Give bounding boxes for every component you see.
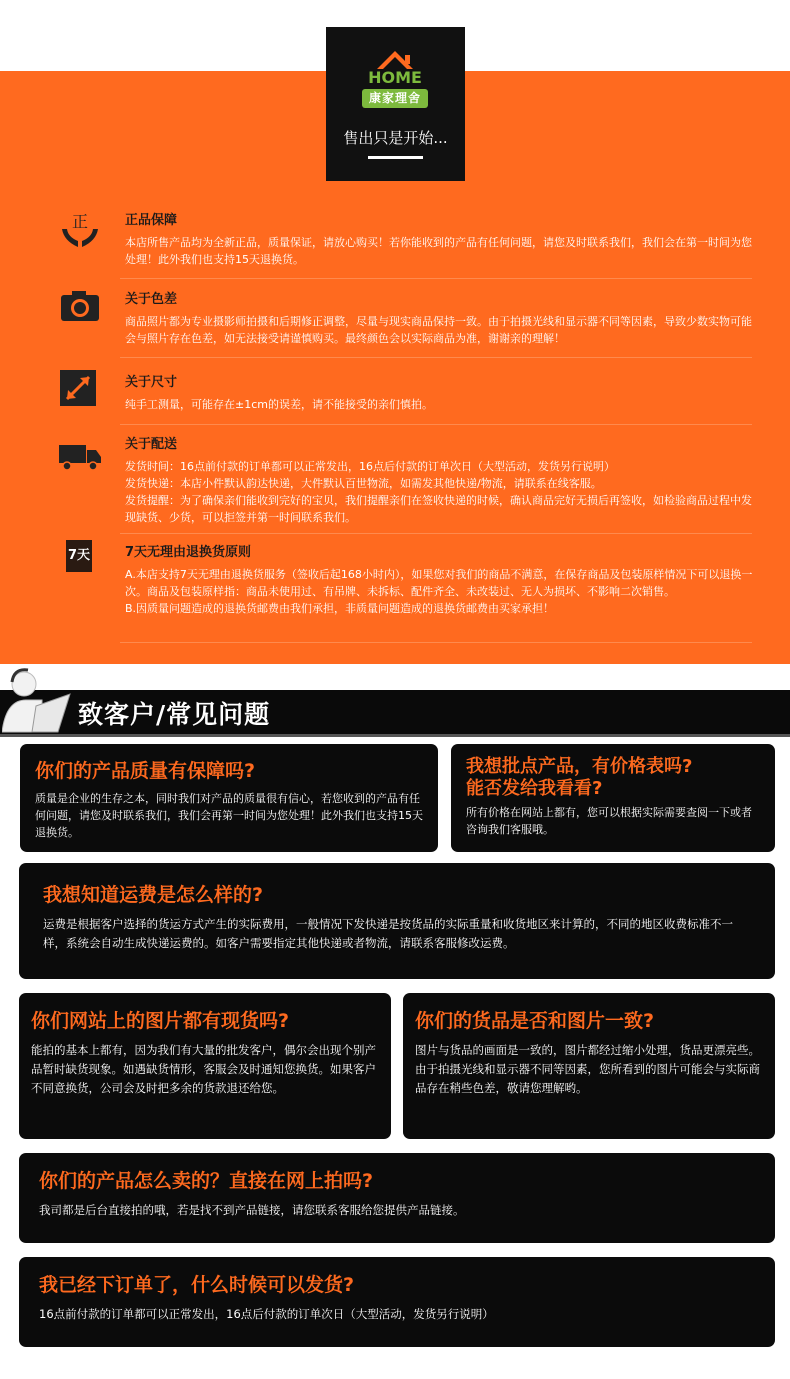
policy-title: 7天无理由退换货原则 [125,545,252,560]
faq-answer: 我司都是后台直接拍的哦，若是找不到产品链接，请您联系客服给您提供产品链接。 [39,1203,465,1217]
divider [120,642,752,643]
faq-bar-stripe [0,734,790,737]
faq-answer: 质量是企业的生存之本，同时我们对产品的质量很有信心，若您收到的产品有任何问题，请您及时联系我们，我们会再第一时间为您处理！此外我们也支持15天退换货。 [35,792,423,839]
logo-brand-cn: 康家理舍 [362,89,428,108]
faq-card-shipping-fee [19,863,775,979]
divider [120,533,752,534]
faq-heading-bar [0,690,790,734]
policy-return [125,545,753,617]
policy-text-courier: 发货快递：本店小件默认韵达快递，大件默认百世物流，如需发其他快递/物流，请联系在线客服。 [125,477,602,490]
seven-day-badge: 7天 [64,538,94,574]
policy-text: 本店所售产品均为全新正品，质量保证，请放心购买！若你能收到的产品有任何问题，请您及时联系我们，我们会在第一时间为您处理！此外我们也支持15天退换货。 [125,236,752,266]
faq-question: 你们的货品是否和图片一致? [415,1010,655,1032]
policy-text: 纯手工测量，可能存在±1cm的误差，请不能接受的亲们慎拍。 [125,398,433,411]
faq-question: 我想批点产品，有价格表吗? [466,756,693,777]
faq-card-quality [20,744,438,852]
faq-card-ship-time [19,1257,775,1347]
logo-tagline: 售出只是开始... [343,129,448,147]
faq-answer: 16点前付款的订单都可以正常发出，16点后付款的订单次日（大型活动，发货另行说明） [39,1307,494,1321]
logo-brand-en: HOME [368,68,422,87]
faq-heading: 致客户/常见问题 [78,700,271,729]
faq-question: 你们网站上的图片都有现货吗? [31,1010,290,1032]
policy-color [125,292,753,347]
policy-delivery [125,437,753,526]
brand-logo-box [326,27,465,181]
faq-card-pricelist [451,744,775,852]
faq-answer: 运费是根据客户选择的货运方式产生的实际费用，一般情况下发快递是按货品的实际重量和收货地区来计算的，不同的地区收费标准不一样，系统会自动生成快递运费的。如客户需要指定其他快递或者物流，请联系客服修改运费。 [43,917,733,950]
policy-title: 关于配送 [125,437,178,452]
seven-day-return-icon [58,538,102,582]
faq-question-line2: 能否发给我看看? [466,778,603,799]
faq-card-picture-match [403,993,775,1139]
divider [120,424,752,425]
faq-answer: 图片与货品的画面是一致的，图片都经过缩小处理，货品更漂亮些。由于拍摄光线和显示器不同等因素，您所看到的图片可能会与实际商品存在稍些色差，敬请您理解哟。 [415,1043,760,1095]
faq-answer: 所有价格在网站上都有，您可以根据实际需要查阅一下或者咨询我们客服哦。 [466,806,752,836]
delivery-truck-icon [58,433,102,477]
svg-text:正: 正 [71,212,89,231]
policy-title: 正品保障 [125,213,178,228]
policy-title: 关于色差 [125,292,178,307]
policy-text: 商品照片都为专业摄影师拍摄和后期修正调整，尽量与现实商品保持一致。由于拍摄光线和显示器不同等因素，导致少数实物可能会与照片存在色差，如无法接受请谨慎购买。最终颜色会以实际商品为准，谢谢亲的理解！ [125,315,752,345]
divider [120,278,752,279]
genuine-hands-icon [58,207,102,251]
faq-card-stock [19,993,391,1139]
logo-underline [368,156,423,159]
policy-title: 关于尺寸 [125,375,178,390]
policy-text-reminder: 发货提醒：为了确保亲们能收到完好的宝贝，我们提醒亲们在签收快递的时候，确认商品完好无损后再签收，如检验商品过程中发现缺货、少货，可以拒签并第一时间联系我们。 [125,494,752,524]
policy-text-b: B.因质量问题造成的退换货邮费由我们承担，非质量问题造成的退换货邮费由买家承担！ [125,602,555,615]
divider [120,357,752,358]
faq-answer: 能拍的基本上都有，因为我们有大量的批发客户，偶尔会出现个别产品暂时缺货现象。如遇缺货情形，客服会及时通知您换货。如果客户不同意换货，公司会及时把多余的货款退还给您。 [31,1043,376,1095]
camera-icon [58,285,102,329]
policy-size [125,375,753,413]
faq-card-how-to-buy [19,1153,775,1243]
policy-text-a: A.本店支持7天无理由退换货服务（签收后起168小时内），如果您对我们的商品不满意，在保存商品及包装原样情况下可以退换一次。商品及包装原样指：商品未使用过、有吊牌、未拆标、配件齐全、未改装过、无人为损坏、不影响二次销售。 [125,568,753,598]
faq-question: 你们的产品质量有保障吗? [35,760,256,782]
faq-question: 你们的产品怎么卖的？直接在网上拍吗? [39,1170,374,1192]
faq-question: 我已经下订单了，什么时候可以发货? [39,1274,355,1296]
policy-genuine [125,213,753,268]
faq-question: 我想知道运费是怎么样的? [43,884,264,906]
customer-service-avatar-icon [2,666,74,738]
policy-text-time: 发货时间：16点前付款的订单都可以正常发出，16点后付款的订单次日（大型活动，发货另行说明） [125,460,615,473]
resize-arrow-icon [58,368,102,412]
